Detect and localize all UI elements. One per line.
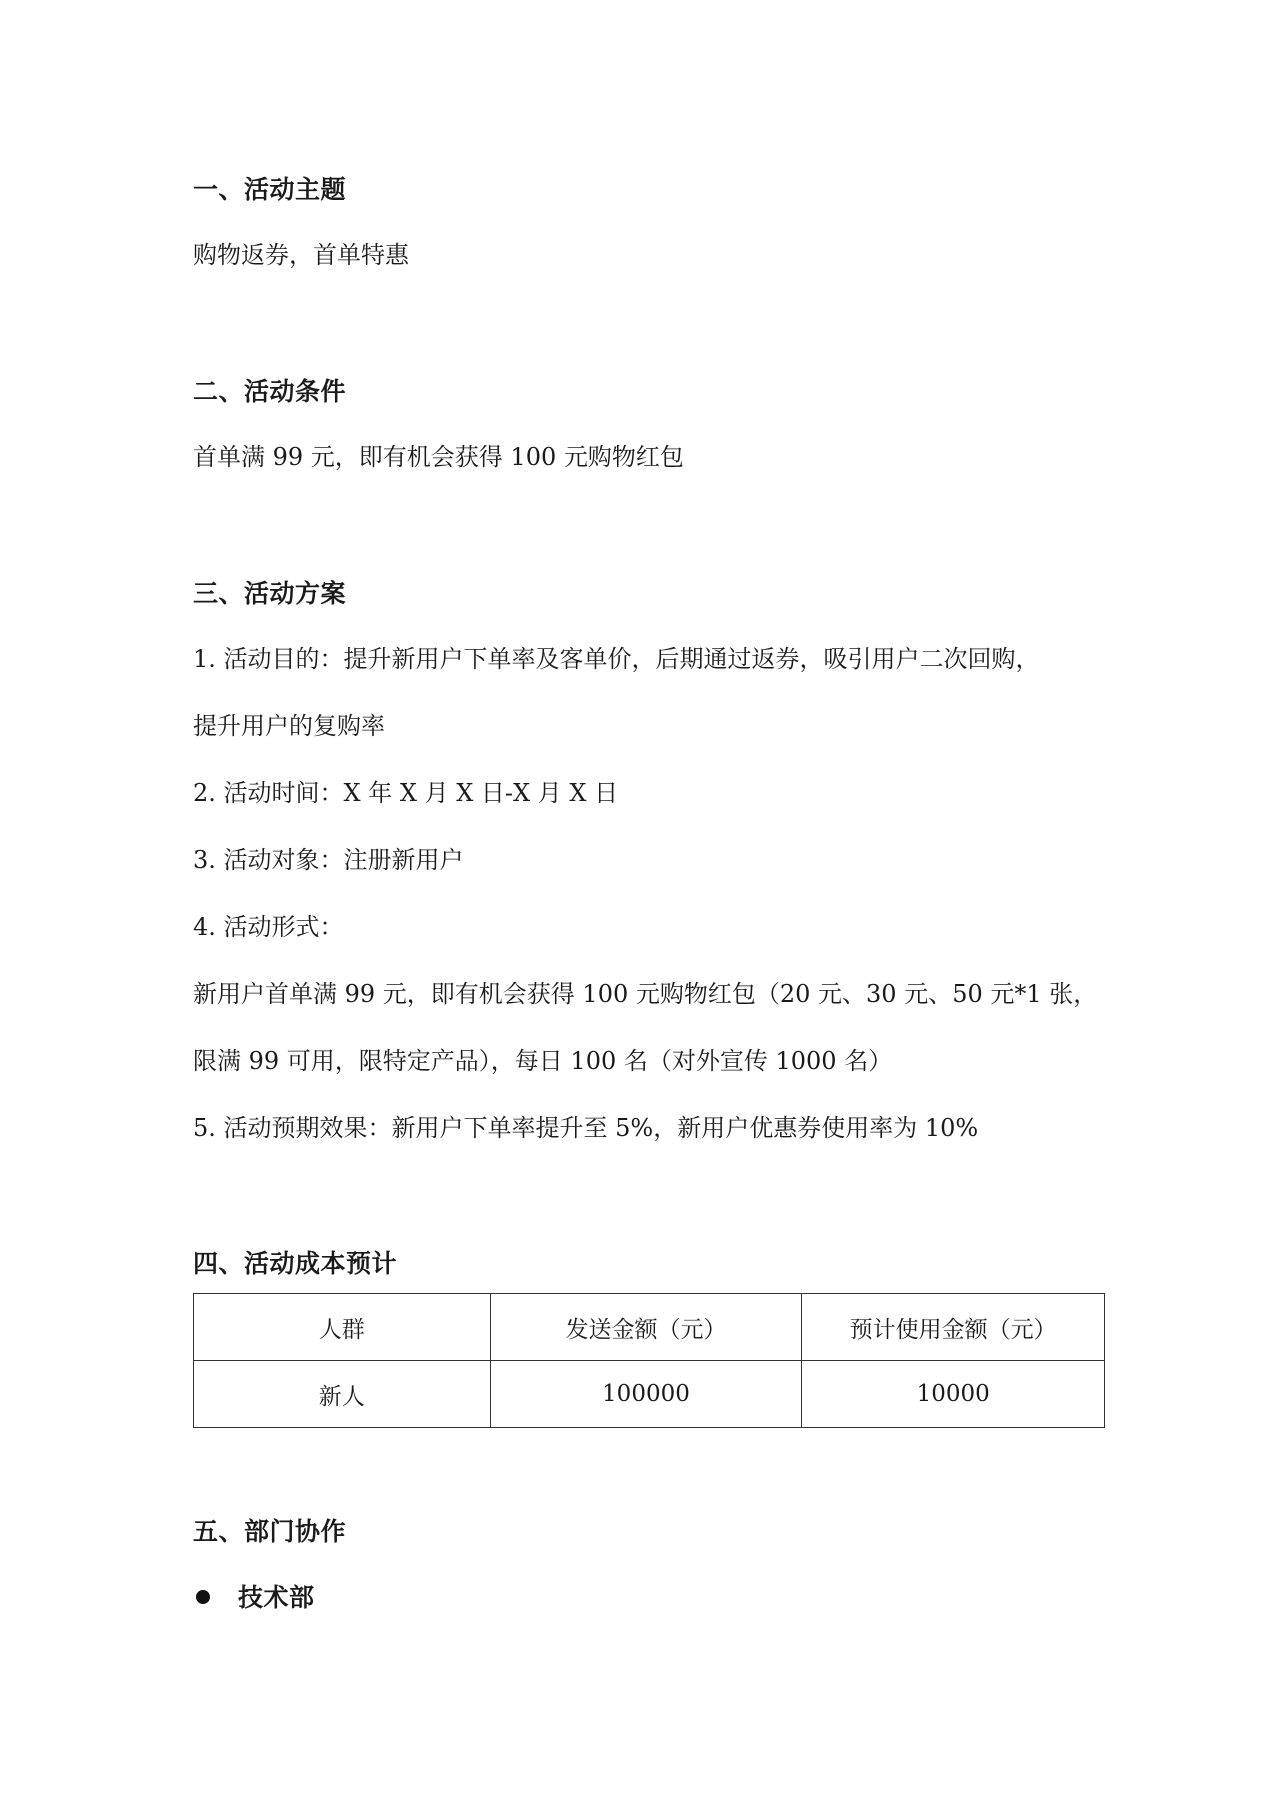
section-heading-theme: 一、活动主题 [193, 175, 347, 204]
table-cell: 100000 [490, 1361, 802, 1428]
plan-item-3: 3. 活动对象：注册新用户 [193, 846, 464, 874]
plan-item-2: 2. 活动时间：X 年 X 月 X 日-X 月 X 日 [193, 779, 619, 807]
department-item-tech: 技术部 [238, 1583, 315, 1612]
table-cell: 新人 [194, 1361, 491, 1428]
table-header-cell: 人群 [194, 1294, 491, 1361]
table-header-cell: 预计使用金额（元） [802, 1294, 1105, 1361]
plan-item-1-line-1: 1. 活动目的：提升新用户下单率及客单价，后期通过返券，吸引用户二次回购， [193, 645, 1040, 673]
table-header-row [194, 1294, 1105, 1361]
plan-item-4: 4. 活动形式： [193, 913, 344, 941]
table-row [194, 1361, 1105, 1428]
paragraph-theme: 购物返券，首单特惠 [193, 241, 409, 269]
plan-item-5: 5. 活动预期效果：新用户下单率提升至 5%，新用户优惠券使用率为 10% [193, 1114, 979, 1142]
plan-item-1-line-2: 提升用户的复购率 [193, 712, 385, 740]
cost-table [193, 1293, 1105, 1428]
paragraph-conditions: 首单满 99 元，即有机会获得 100 元购物红包 [193, 443, 684, 471]
plan-item-4-detail-line-1: 新用户首单满 99 元，即有机会获得 100 元购物红包（20 元、30 元、50 元*1 张， [193, 980, 1098, 1008]
table-cell: 10000 [802, 1361, 1105, 1428]
section-heading-collaboration: 五、部门协作 [193, 1517, 347, 1546]
section-heading-plan: 三、活动方案 [193, 579, 347, 608]
section-heading-cost: 四、活动成本预计 [193, 1249, 398, 1278]
plan-item-4-detail-line-2: 限满 99 可用，限特定产品），每日 100 名（对外宣传 1000 名） [193, 1047, 893, 1075]
table-header-cell: 发送金额（元） [490, 1294, 802, 1361]
section-heading-conditions: 二、活动条件 [193, 377, 347, 406]
bullet-dot-icon [196, 1590, 210, 1604]
